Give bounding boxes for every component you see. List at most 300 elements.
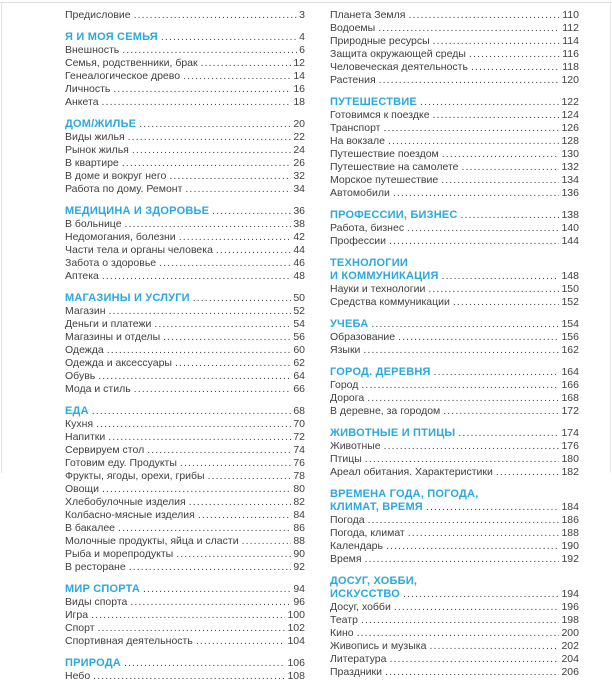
toc-entry [330,222,579,235]
dot-leader [134,9,298,22]
toc-entry [65,144,305,157]
toc-entry-page-number: 186 [561,514,579,526]
toc-entry-label: Путешествие поездом [330,148,439,160]
toc-entry-label: Готовимся к поездке [330,109,430,121]
toc-entry-page-number: 194 [561,588,579,600]
toc-entry-page-number: 68 [293,405,305,417]
toc-entry [65,231,305,244]
dot-leader [378,22,560,35]
toc-section [65,405,305,574]
toc-entry-page-number: 24 [293,144,305,156]
toc-section-header-label: УЧЕБА [330,318,369,330]
toc-entry-page-number: 190 [561,540,579,552]
toc-entry-label: Растения [330,74,376,86]
toc-section [330,318,579,357]
toc-entry-label: Игра [65,609,89,621]
dot-leader [128,131,292,144]
toc-entry [65,431,305,444]
dot-leader [122,44,297,57]
toc-entry [330,553,579,566]
toc-section [65,292,305,396]
dot-leader [189,496,292,509]
dot-leader [139,118,291,131]
toc-entry [65,635,305,648]
toc-section-header [65,118,305,131]
toc-entry-page-number: 84 [293,509,305,521]
toc-section-header [65,583,305,596]
toc-section-header-label: ДОМ/ЖИЛЬЕ [65,118,137,130]
toc-entry-label: Животные [330,440,381,452]
toc-entry-page-number: 200 [561,627,579,639]
toc-entry-label: Средства коммуникации [330,296,450,308]
dot-leader [408,527,560,540]
toc-entry-page-number: 92 [293,561,305,573]
toc-section [65,583,305,648]
toc-entry-label: Спорт [65,622,95,634]
dot-leader [458,427,559,440]
toc-entry-page-number: 46 [293,257,305,269]
dot-leader [180,457,291,470]
toc-entry-label: Языки [330,344,361,356]
toc-section [65,205,305,283]
toc-entry [65,609,305,622]
toc-section-header [330,588,579,601]
dot-leader [389,235,560,248]
toc-entry-label: Семья, родственники, брак [65,57,198,69]
dot-leader [159,257,291,270]
toc-entry-page-number: 90 [293,548,305,560]
toc-entry [65,483,305,496]
dot-leader [96,418,291,431]
toc-entry-label: Природные ресурсы [330,35,430,47]
toc-entry [65,96,305,109]
toc-entry [330,283,579,296]
toc-entry-page-number: 122 [561,96,579,108]
toc-section-header-label: ЖИВОТНЫЕ И ПТИЦЫ [330,427,456,439]
toc-entry-page-number: 34 [293,183,305,195]
toc-section-header [330,575,579,588]
dot-leader [91,609,285,622]
dot-leader [443,405,559,418]
toc-entry-label: Деньги и платежи [65,318,152,330]
toc-entry-label: Магазин [65,305,106,317]
toc-entry-page-number: 172 [561,405,579,417]
toc-entry [330,405,579,418]
toc-entry-label: Транспорт [330,122,381,134]
toc-entry-page-number: 16 [293,83,305,95]
toc-section [65,9,305,22]
toc-section-header [330,501,579,514]
toc-entry-page-number: 36 [293,205,305,217]
dot-leader [434,366,560,379]
toc-entry-page-number: 106 [287,657,305,669]
toc-entry [65,457,305,470]
dot-leader [143,583,291,596]
toc-entry [65,561,305,574]
toc-entry [330,9,579,22]
toc-entry-page-number: 116 [562,48,579,60]
toc-columns [65,9,579,683]
toc-entry-label: Праздники [330,666,382,678]
dot-leader [461,161,559,174]
dot-leader [433,35,561,48]
dot-leader [242,535,292,548]
toc-entry-label: Живопись и музыка [330,640,427,652]
toc-section-header [330,366,579,379]
toc-entry [330,161,579,174]
dot-leader [98,370,291,383]
toc-entry-page-number: 182 [561,466,579,478]
toc-entry-label: Недомогания, болезни [65,231,176,243]
dot-leader [113,83,291,96]
toc-entry-label: Город [330,379,359,391]
toc-entry-label: Виды спорта [65,596,128,608]
toc-entry-page-number: 52 [293,305,305,317]
toc-entry-page-number: 82 [293,496,305,508]
toc-section-header [330,318,579,331]
toc-entry [330,540,579,553]
toc-entry-label: Личность [65,83,111,95]
toc-entry-label: Погода, климат [330,527,405,539]
toc-entry-label: Кухня [65,418,94,430]
toc-entry [330,344,579,357]
toc-entry [330,35,579,48]
toc-entry [330,514,579,527]
toc-section-header-label: ТЕХНОЛОГИИ [330,257,408,269]
dot-leader [365,553,560,566]
toc-entry-label: Кино [330,627,354,639]
toc-entry [65,444,305,457]
dot-leader [385,666,560,679]
toc-entry-page-number: 32 [293,170,305,182]
toc-section [330,9,579,87]
toc-entry [330,601,579,614]
dot-leader [461,209,560,222]
dot-leader [193,292,292,305]
toc-entry-page-number: 3 [299,9,305,21]
dot-leader [371,318,559,331]
toc-entry-label: Сервируем стол [65,444,145,456]
toc-section-header-label: ПУТЕШЕСТВИЕ [330,96,417,108]
toc-entry [65,318,305,331]
toc-section [65,657,305,683]
dot-leader [496,466,560,479]
toc-entry-label: Литература [330,653,387,665]
toc-entry-page-number: 204 [561,653,579,665]
toc-entry [330,666,579,679]
toc-entry [65,218,305,231]
dot-leader [393,187,560,200]
toc-section-header-label: ДОСУГ, ХОББИ, [330,575,418,587]
toc-entry-page-number: 12 [293,57,305,69]
toc-entry-label: Спортивная деятельность [65,635,193,647]
toc-entry [330,61,579,74]
dot-leader [388,135,559,148]
toc-entry-page-number: 152 [561,296,579,308]
toc-entry-page-number: 164 [561,366,579,378]
toc-entry-label: Забота о здоровье [65,257,157,269]
toc-section-header-label: И КОММУНИКАЦИЯ [330,270,439,282]
toc-entry-label: Виды жилья [65,131,125,143]
toc-entry-label: Овощи [65,483,99,495]
toc-entry-label: В деревне, за городом [330,405,441,417]
toc-entry-label: Одежда [65,344,104,356]
toc-entry [65,670,305,683]
toc-entry [330,148,579,161]
dot-leader [384,122,560,135]
toc-entry [330,627,579,640]
toc-entry-page-number: 14 [293,70,305,82]
toc-entry-page-number: 50 [293,292,305,304]
toc-section-header-label: ПРОФЕССИИ, БИЗНЕС [330,209,458,221]
dot-leader [129,561,292,574]
toc-column-left [65,9,305,683]
dot-leader [384,440,560,453]
toc-entry-page-number: 86 [293,522,305,534]
toc-entry-page-number: 136 [561,187,579,199]
toc-entry [65,157,305,170]
toc-entry-page-number: 104 [287,635,305,647]
toc-entry [65,596,305,609]
toc-section [330,488,579,566]
toc-entry-label: Профессии [330,235,386,247]
dot-leader [208,470,292,483]
toc-entry [65,83,305,96]
toc-entry-page-number: 38 [293,218,305,230]
toc-entry [330,379,579,392]
dot-leader [367,392,559,405]
toc-entry [330,453,579,466]
dot-leader [398,331,559,344]
toc-section-header [65,205,305,218]
dot-leader [176,548,291,561]
dot-leader [379,74,560,87]
dot-leader [107,344,292,357]
toc-entry-page-number: 150 [561,283,579,295]
toc-entry [330,22,579,35]
toc-entry-page-number: 56 [293,331,305,343]
dot-leader [179,231,292,244]
toc-section-header [65,405,305,418]
toc-entry-label: Напитки [65,431,106,443]
toc-section-header-label: МИР СПОРТА [65,583,141,595]
toc-section-header [330,427,579,440]
toc-entry-label: Защита окружающей среды [330,48,466,60]
dot-leader [433,109,560,122]
toc-entry-page-number: 168 [561,392,579,404]
toc-entry [65,383,305,396]
toc-entry-page-number: 188 [561,527,579,539]
toc-entry-label: Время [330,553,362,565]
toc-entry-label: В больнице [65,218,122,230]
toc-entry-page-number: 144 [561,235,579,247]
toc-entry-page-number: 184 [561,501,579,513]
dot-leader [118,522,291,535]
toc-entry-label: Автомобили [330,187,390,199]
toc-entry-label: Ареал обитания. Характеристики [330,466,493,478]
toc-entry [330,640,579,653]
toc-entry-page-number: 88 [293,535,305,547]
toc-entry-label: Планета Земля [330,9,406,21]
toc-section-header [65,31,305,44]
dot-leader [361,379,559,392]
toc-entry [65,331,305,344]
toc-section-header [65,292,305,305]
dot-leader [185,183,291,196]
toc-entry-page-number: 96 [293,596,305,608]
toc-entry [65,509,305,522]
toc-entry-label: Обувь [65,370,96,382]
dot-leader [442,270,560,283]
dot-leader [92,405,292,418]
dot-leader [471,61,560,74]
toc-entry-page-number: 66 [293,383,305,395]
toc-entry-page-number: 148 [561,270,579,282]
dot-leader [453,296,560,309]
toc-entry [65,344,305,357]
toc-section-header [330,270,579,283]
toc-entry [330,296,579,309]
dot-leader [93,670,285,683]
toc-entry-page-number: 48 [293,270,305,282]
toc-entry-page-number: 80 [293,483,305,495]
toc-entry-label: Предисловие [65,9,131,21]
toc-entry-page-number: 202 [561,640,579,652]
toc-entry [65,418,305,431]
toc-entry-label: Водоемы [330,22,376,34]
toc-entry-page-number: 26 [293,157,305,169]
toc-entry-label: Фрукты, ягоды, орехи, грибы [65,470,205,482]
dot-leader [361,614,560,627]
toc-entry-label: Колбасно-мясные изделия [65,509,195,521]
toc-section [330,96,579,200]
toc-entry-page-number: 166 [561,379,579,391]
toc-entry [65,244,305,257]
toc-entry-page-number: 72 [293,431,305,443]
toc-entry [65,535,305,548]
toc-entry-label: Работа, бизнес [330,222,405,234]
toc-entry-label: Мода и стиль [65,383,131,395]
toc-entry-page-number: 76 [293,457,305,469]
toc-entry [330,614,579,627]
toc-entry-label: Образование [330,331,396,343]
toc-entry-page-number: 102 [287,622,305,634]
dot-leader [365,453,560,466]
dot-leader [469,48,560,61]
toc-entry-label: Путешествие на самолете [330,161,459,173]
dot-leader [408,9,560,22]
dot-leader [198,509,291,522]
dot-leader [441,174,559,187]
toc-entry-page-number: 180 [561,453,579,465]
toc-section-header [330,96,579,109]
toc-entry-page-number: 130 [561,148,579,160]
dot-leader [125,218,292,231]
toc-section [330,366,579,418]
toc-entry-page-number: 118 [562,61,579,73]
toc-entry [330,527,579,540]
toc-entry-page-number: 44 [293,244,305,256]
toc-entry-label: Человеческая деятельность [330,61,468,73]
dot-leader [98,622,286,635]
toc-entry-page-number: 22 [293,131,305,143]
toc-entry [65,70,305,83]
toc-entry [65,470,305,483]
dot-leader [201,57,292,70]
toc-entry-page-number: 64 [293,370,305,382]
dot-leader [102,270,291,283]
toc-entry-page-number: 176 [561,440,579,452]
toc-section-header-label: ИСКУССТВО [330,588,401,600]
toc-entry [330,74,579,87]
dot-leader [154,318,291,331]
dot-leader [363,344,559,357]
dot-leader [161,31,297,44]
toc-section [330,427,579,479]
toc-entry-page-number: 42 [293,231,305,243]
toc-entry [330,122,579,135]
toc-section-header [330,488,579,501]
toc-entry-label: Части тела и органы человека [65,244,213,256]
toc-entry [65,370,305,383]
toc-entry-page-number: 192 [561,553,579,565]
toc-entry-label: Погода [330,514,365,526]
toc-entry-page-number: 154 [561,318,579,330]
toc-entry-label: В бакалее [65,522,116,534]
toc-entry-label: Одежда и аксессуары [65,357,172,369]
toc-entry-page-number: 4 [299,31,305,43]
toc-entry-page-number: 162 [561,344,579,356]
toc-section [330,575,579,679]
toc-entry-page-number: 54 [293,318,305,330]
dot-leader [403,588,559,601]
toc-entry [330,392,579,405]
toc-section [65,118,305,196]
dot-leader [357,627,560,640]
dot-leader [134,383,292,396]
toc-entry-label: Анкета [65,96,99,108]
dot-leader [389,653,559,666]
dot-leader [429,640,559,653]
toc-entry-page-number: 100 [287,609,305,621]
toc-entry-label: Календарь [330,540,383,552]
toc-section-header-label: МАГАЗИНЫ И УСЛУГИ [65,292,190,304]
toc-section-header-label: МЕДИЦИНА И ЗДОРОВЬЕ [65,205,210,217]
toc-entry [65,131,305,144]
dot-leader [428,283,559,296]
toc-section-header [330,257,579,270]
page-top-border [0,2,612,3]
toc-entry [65,170,305,183]
toc-entry [330,653,579,666]
toc-entry [330,466,579,479]
toc-section [65,31,305,109]
toc-entry [330,174,579,187]
dot-leader [175,357,291,370]
toc-entry-page-number: 114 [562,35,579,47]
toc-entry [65,357,305,370]
toc-section-header [330,209,579,222]
toc-section-header-label: ПРИРОДА [65,657,121,669]
toc-entry-label: В доме и вокруг него [65,170,167,182]
toc-entry-page-number: 140 [561,222,579,234]
toc-entry-label: Рынок жилья [65,144,129,156]
toc-entry-label: Дорога [330,392,365,404]
dot-leader [368,514,560,527]
dot-leader [386,540,559,553]
toc-entry-page-number: 206 [561,666,579,678]
toc-entry-page-number: 20 [293,118,305,130]
